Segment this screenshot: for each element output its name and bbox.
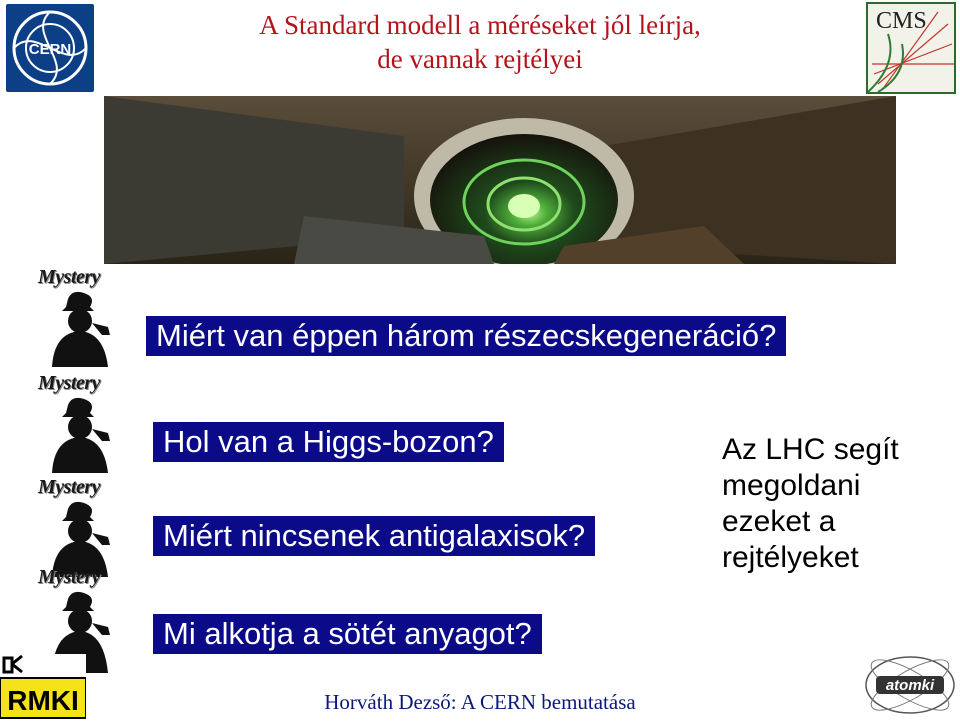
lhc-tunnel-photo bbox=[104, 96, 896, 264]
question-antigalaxies: Miért nincsenek antigalaxisok? bbox=[153, 516, 595, 556]
mystery-label: Mystery bbox=[38, 566, 101, 588]
mystery-label: Mystery bbox=[38, 476, 101, 498]
question-generations: Miért van éppen három részecskegeneráció? bbox=[146, 316, 786, 356]
slide-title bbox=[120, 8, 840, 76]
detective-silhouette-icon bbox=[38, 289, 118, 367]
question-higgs: Hol van a Higgs-bozon? bbox=[153, 422, 504, 462]
mystery-figure-2 bbox=[38, 372, 128, 472]
atomki-logo bbox=[862, 654, 958, 716]
atomki-logo-text: atomki bbox=[885, 677, 935, 694]
mystery-figure-3 bbox=[38, 476, 128, 576]
lhc-side-text: Az LHC segít megoldani ezeket a rejtélyeket bbox=[722, 433, 899, 574]
rmki-logo-text: RMKI bbox=[7, 685, 79, 716]
cern-logo-text: CERN bbox=[28, 41, 72, 58]
question-dark-matter: Mi alkotja a sötét anyagot? bbox=[153, 614, 542, 654]
rmki-logo bbox=[0, 654, 86, 720]
mystery-figure-4 bbox=[38, 566, 128, 666]
cms-logo-text: CMS bbox=[876, 8, 927, 34]
slide-title-line1: A Standard modell a méréseket jól leírja, bbox=[259, 10, 701, 40]
cms-logo bbox=[866, 2, 956, 94]
cern-logo bbox=[6, 4, 94, 92]
slide-title-line2: de vannak rejtélyei bbox=[377, 44, 583, 74]
mystery-label: Mystery bbox=[38, 372, 101, 394]
detective-silhouette-icon bbox=[38, 395, 118, 473]
slide-footer: Horváth Dezső: A CERN bemutatása bbox=[324, 690, 636, 714]
mystery-label: Mystery bbox=[38, 266, 101, 288]
mystery-figure-1 bbox=[38, 266, 128, 366]
